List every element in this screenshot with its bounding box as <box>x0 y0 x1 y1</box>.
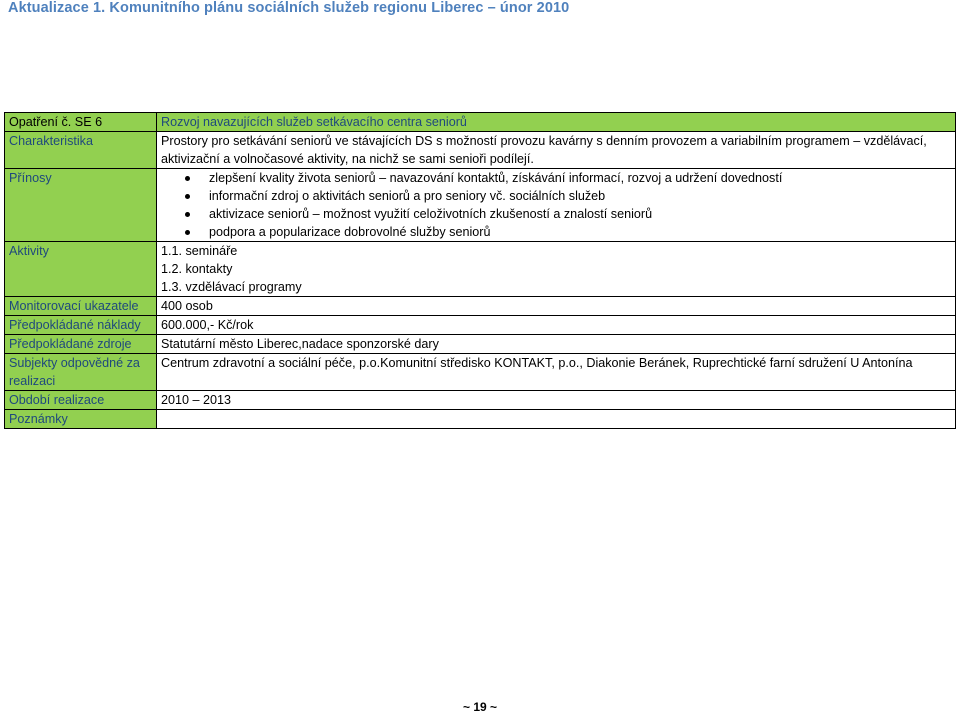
list-item: podpora a popularizace dobrovolné služby seniorů <box>209 223 951 241</box>
value-naklady: 600.000,- Kč/rok <box>157 316 956 335</box>
charakteristika-text-1: Prostory pro setkávání seniorů ve stávajících DS s možností provozu kavárny s denním provozem a variabilním programem – vzdělávací, <box>161 134 927 148</box>
value-aktivity <box>157 242 956 297</box>
label-opatreni: Opatření č. SE 6 <box>5 113 157 132</box>
value-monitorovaci: 400 osob <box>157 297 956 316</box>
value-charakteristika <box>157 132 956 169</box>
value-prinosy <box>157 169 956 242</box>
value-opatreni: Rozvoj navazujících služeb setkávacího centra seniorů <box>157 113 956 132</box>
row-opatreni <box>5 113 956 132</box>
aktivita-item: 1.1. semináře <box>161 244 238 258</box>
row-zdroje <box>5 335 956 354</box>
label-zdroje: Předpokládané zdroje <box>5 335 157 354</box>
document-header-title: Aktualizace 1. Komunitního plánu sociálních služeb regionu Liberec – únor 2010 <box>8 0 570 16</box>
row-aktivity <box>5 242 956 297</box>
label-poznamky: Poznámky <box>5 410 157 429</box>
charakteristika-text-2: aktivizační a volnočasové aktivity, na nichž se sami senioři podílejí. <box>161 152 534 166</box>
row-prinosy <box>5 169 956 242</box>
measure-table <box>4 112 956 429</box>
label-charakteristika: Charakteristika <box>5 132 157 169</box>
list-item: aktivizace seniorů – možnost využití celoživotních zkušeností a znalostí seniorů <box>209 205 951 223</box>
label-obdobi: Období realizace <box>5 391 157 410</box>
label-naklady: Předpokládané náklady <box>5 316 157 335</box>
row-obdobi <box>5 391 956 410</box>
label-prinosy: Přínosy <box>5 169 157 242</box>
row-subjekty <box>5 354 956 391</box>
list-item: informační zdroj o aktivitách seniorů a pro seniory vč. sociálních služeb <box>209 187 951 205</box>
label-aktivity: Aktivity <box>5 242 157 297</box>
row-poznamky <box>5 410 956 429</box>
label-subjekty: Subjekty odpovědné za realizaci <box>5 354 157 391</box>
value-subjekty: Centrum zdravotní a sociální péče, p.o.Komunitní středisko KONTAKT, p.o., Diakonie Beránek, Ruprechtické farní sdružení U Antonína <box>157 354 956 391</box>
value-zdroje: Statutární město Liberec,nadace sponzorské dary <box>157 335 956 354</box>
aktivita-item: 1.2. kontakty <box>161 262 233 276</box>
label-monitorovaci: Monitorovací ukazatele <box>5 297 157 316</box>
page-number: ~ 19 ~ <box>462 700 498 714</box>
row-charakteristika <box>5 132 956 169</box>
row-naklady <box>5 316 956 335</box>
list-item: zlepšení kvality života seniorů – navazování kontaktů, získávání informací, rozvoj a udržení dovedností <box>209 169 951 187</box>
value-poznamky <box>157 410 956 429</box>
value-obdobi: 2010 – 2013 <box>157 391 956 410</box>
aktivita-item: 1.3. vzdělávací programy <box>161 280 302 294</box>
prinosy-list <box>161 169 951 241</box>
row-monitorovaci <box>5 297 956 316</box>
